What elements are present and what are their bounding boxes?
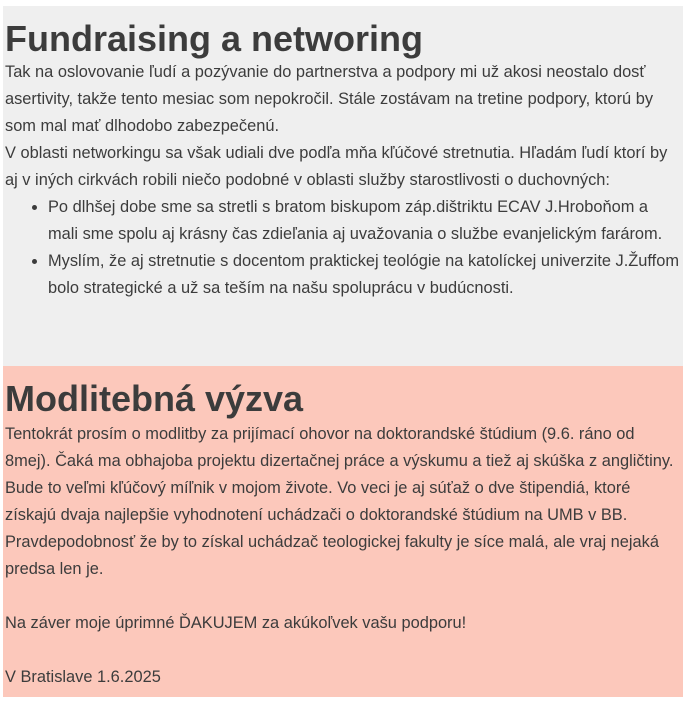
networking-list	[5, 194, 680, 302]
fundraising-section	[3, 6, 683, 366]
spacer	[5, 583, 680, 610]
prayer-heading: Modlitebná výzva	[5, 378, 304, 419]
networking-paragraph: V oblasti networkingu sa však udiali dve podľa mňa kľúčové stretnutia. Hľadám ľudí ktorí by aj v iných cirkvách robili niečo podobné v oblasti služby starostlivosti o duchovných:	[5, 144, 668, 189]
prayer-section	[3, 366, 683, 697]
fundraising-paragraph: Tak na oslovovanie ľudí a pozývanie do partnerstva a podpory mi už akosi neostalo dosť asertivity, takže tento mesiac som nepokročil. Stále zostávam na tretine podpory, ktorú by som mal mať dlhodobo zabezpečenú.	[5, 63, 654, 135]
prayer-paragraph: Tentokrát prosím o modlitby za prijímací ohovor na doktorandské štúdium (9.6. ráno od 8mej). Čaká ma obhajoba projektu dizertačnej práce a výskumu a tiež aj skúška z angličtiny. Bude to veľmi kľúčový míľnik v mojom živote. Vo veci je aj súťaž o dve štipendiá, ktoré získajú dvaja najlepšie vyhodnotení uchádzači o doktorandské štúdium na UMB v BB. Pravdepodobnosť že by to získal uchádzač teologickej fakulty je síce malá, ale vraj nejaká predsa len je.	[5, 425, 674, 578]
thanks-paragraph: Na záver moje úprimné ĎAKUJEM za akúkoľvek vašu podporu!	[5, 614, 467, 632]
spacer	[5, 637, 680, 664]
fundraising-heading: Fundraising a networing	[5, 18, 424, 59]
list-item: • Po dlhšej dobe sme sa stretli s bratom biskupom záp.dištriktu ECAV J.Hroboňom a mali sme spolu aj krásny čas zdieľania aj uvažovania o službe evanjelickým farárom.	[48, 194, 680, 248]
signature-line: V Bratislave 1.6.2025	[5, 668, 161, 686]
list-item: • Myslím, že aj stretnutie s docentom praktickej teológie na katolíckej univerzite J.Žuffom bolo strategické a už sa teším na našu spoluprácu v budúcnosti.	[48, 248, 680, 302]
